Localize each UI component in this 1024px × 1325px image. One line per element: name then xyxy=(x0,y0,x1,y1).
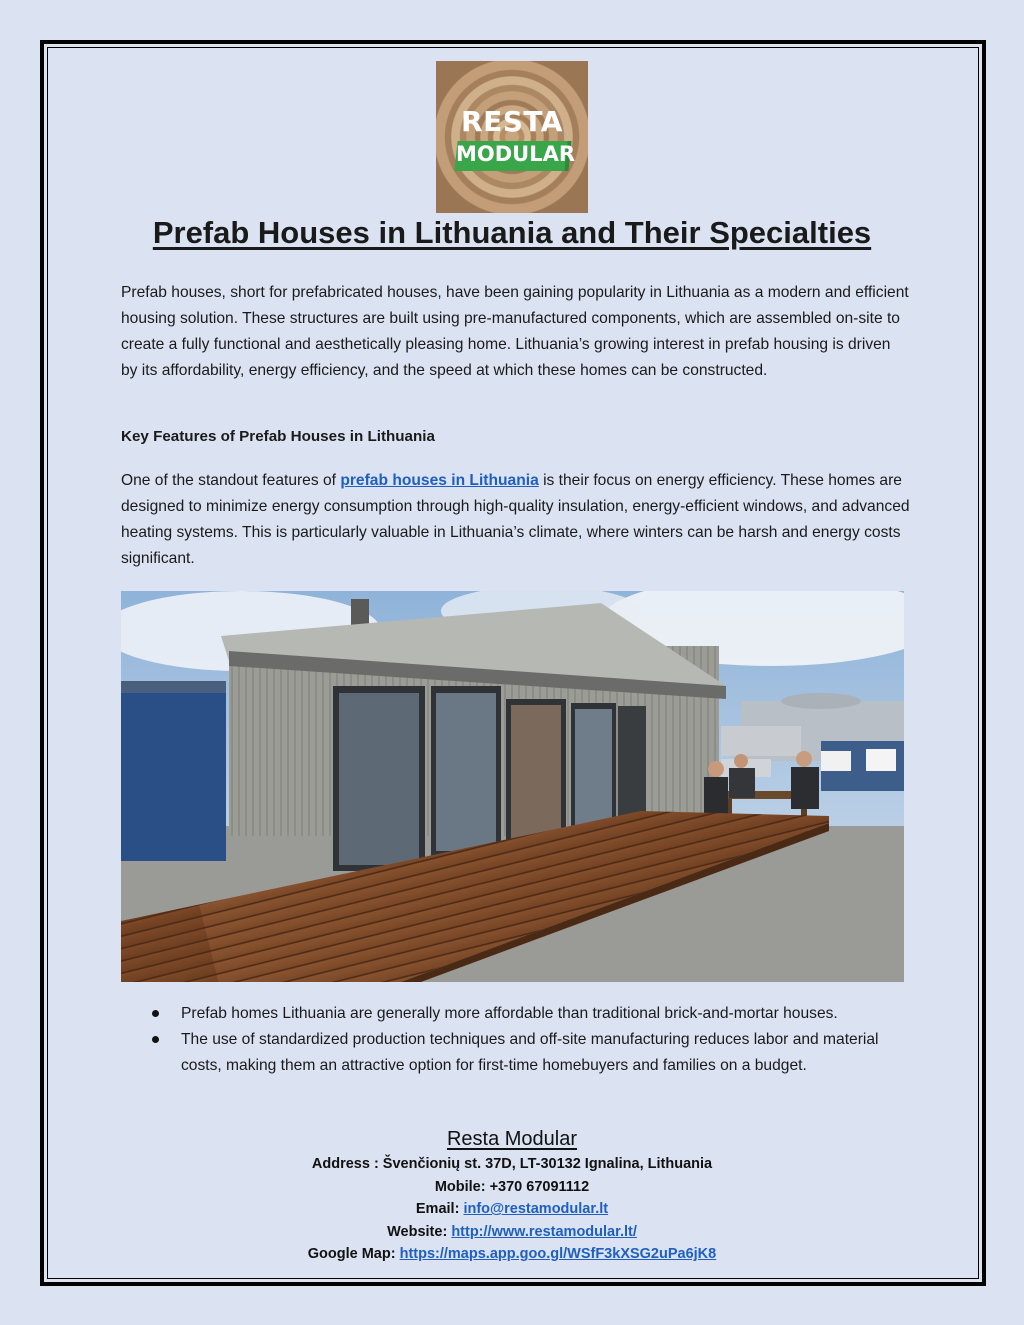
company-name: Resta Modular xyxy=(446,1128,578,1150)
bullet-text: Prefab homes Lithuania are generally more affordable than traditional brick-and-mortar houses. xyxy=(181,1005,838,1022)
email-label: Email: xyxy=(415,1201,464,1217)
resta-modular-logo xyxy=(436,61,588,213)
prefab-house-photo xyxy=(121,591,904,982)
email-link[interactable]: info@restamodular.lt xyxy=(463,1201,609,1217)
list-item xyxy=(121,1001,911,1027)
contact-footer xyxy=(60,1125,964,1266)
map-label: Google Map: xyxy=(307,1246,400,1262)
feature-bullet-list xyxy=(121,1001,911,1079)
features-text-after: is their focus on energy efficiency. These homes are designed to minimize energy consumption through high-quality insulation, energy-efficient windows, and advanced heating systems. This is particularly valuable in Lithuania’s climate, where winters can be harsh and energy costs significant. xyxy=(121,472,910,567)
bullet-icon xyxy=(152,1036,159,1043)
bullet-text: The use of standardized production techniques and off-site manufacturing reduces labor and material costs, making them an attractive option for first-time homebuyers and families on a budget. xyxy=(181,1031,879,1074)
bullet-icon xyxy=(152,1010,159,1017)
section-heading: Key Features of Prefab Houses in Lithuania xyxy=(121,428,435,445)
prefab-houses-link[interactable]: prefab houses in Lithuania xyxy=(340,472,539,489)
logo-line-2: MODULAR xyxy=(456,142,576,166)
website-link[interactable]: http://www.restamodular.lt/ xyxy=(451,1223,637,1240)
list-item xyxy=(121,1027,911,1079)
website-line xyxy=(60,1221,964,1244)
email-line xyxy=(60,1198,964,1221)
page-title: Prefab Houses in Lithuania and Their Specialties xyxy=(152,215,872,250)
features-text-before: One of the standout features of xyxy=(121,472,341,489)
intro-paragraph: Prefab houses, short for prefabricated houses, have been gaining popularity in Lithuania as a modern and efficient housing solution. These structures are built using pre-manufactured components, which are assembled on-site to create a fully functional and aesthetically pleasing home. Lithuania’s growing interest in prefab housing is driven by its affordability, energy efficiency, and the speed at which these homes can be constructed. xyxy=(121,284,909,379)
mobile-line: Mobile: +370 67091112 xyxy=(434,1178,590,1195)
website-label: Website: xyxy=(387,1223,452,1240)
google-map-link[interactable]: https://maps.app.goo.gl/WSfF3kXSG2uPa6jK8 xyxy=(399,1246,717,1262)
map-line xyxy=(60,1243,964,1266)
address-line: Address : Švenčionių st. 37D, LT-30132 Ignalina, Lithuania xyxy=(311,1156,713,1172)
features-paragraph xyxy=(121,468,911,572)
logo-line-1: RESTA xyxy=(461,105,563,138)
